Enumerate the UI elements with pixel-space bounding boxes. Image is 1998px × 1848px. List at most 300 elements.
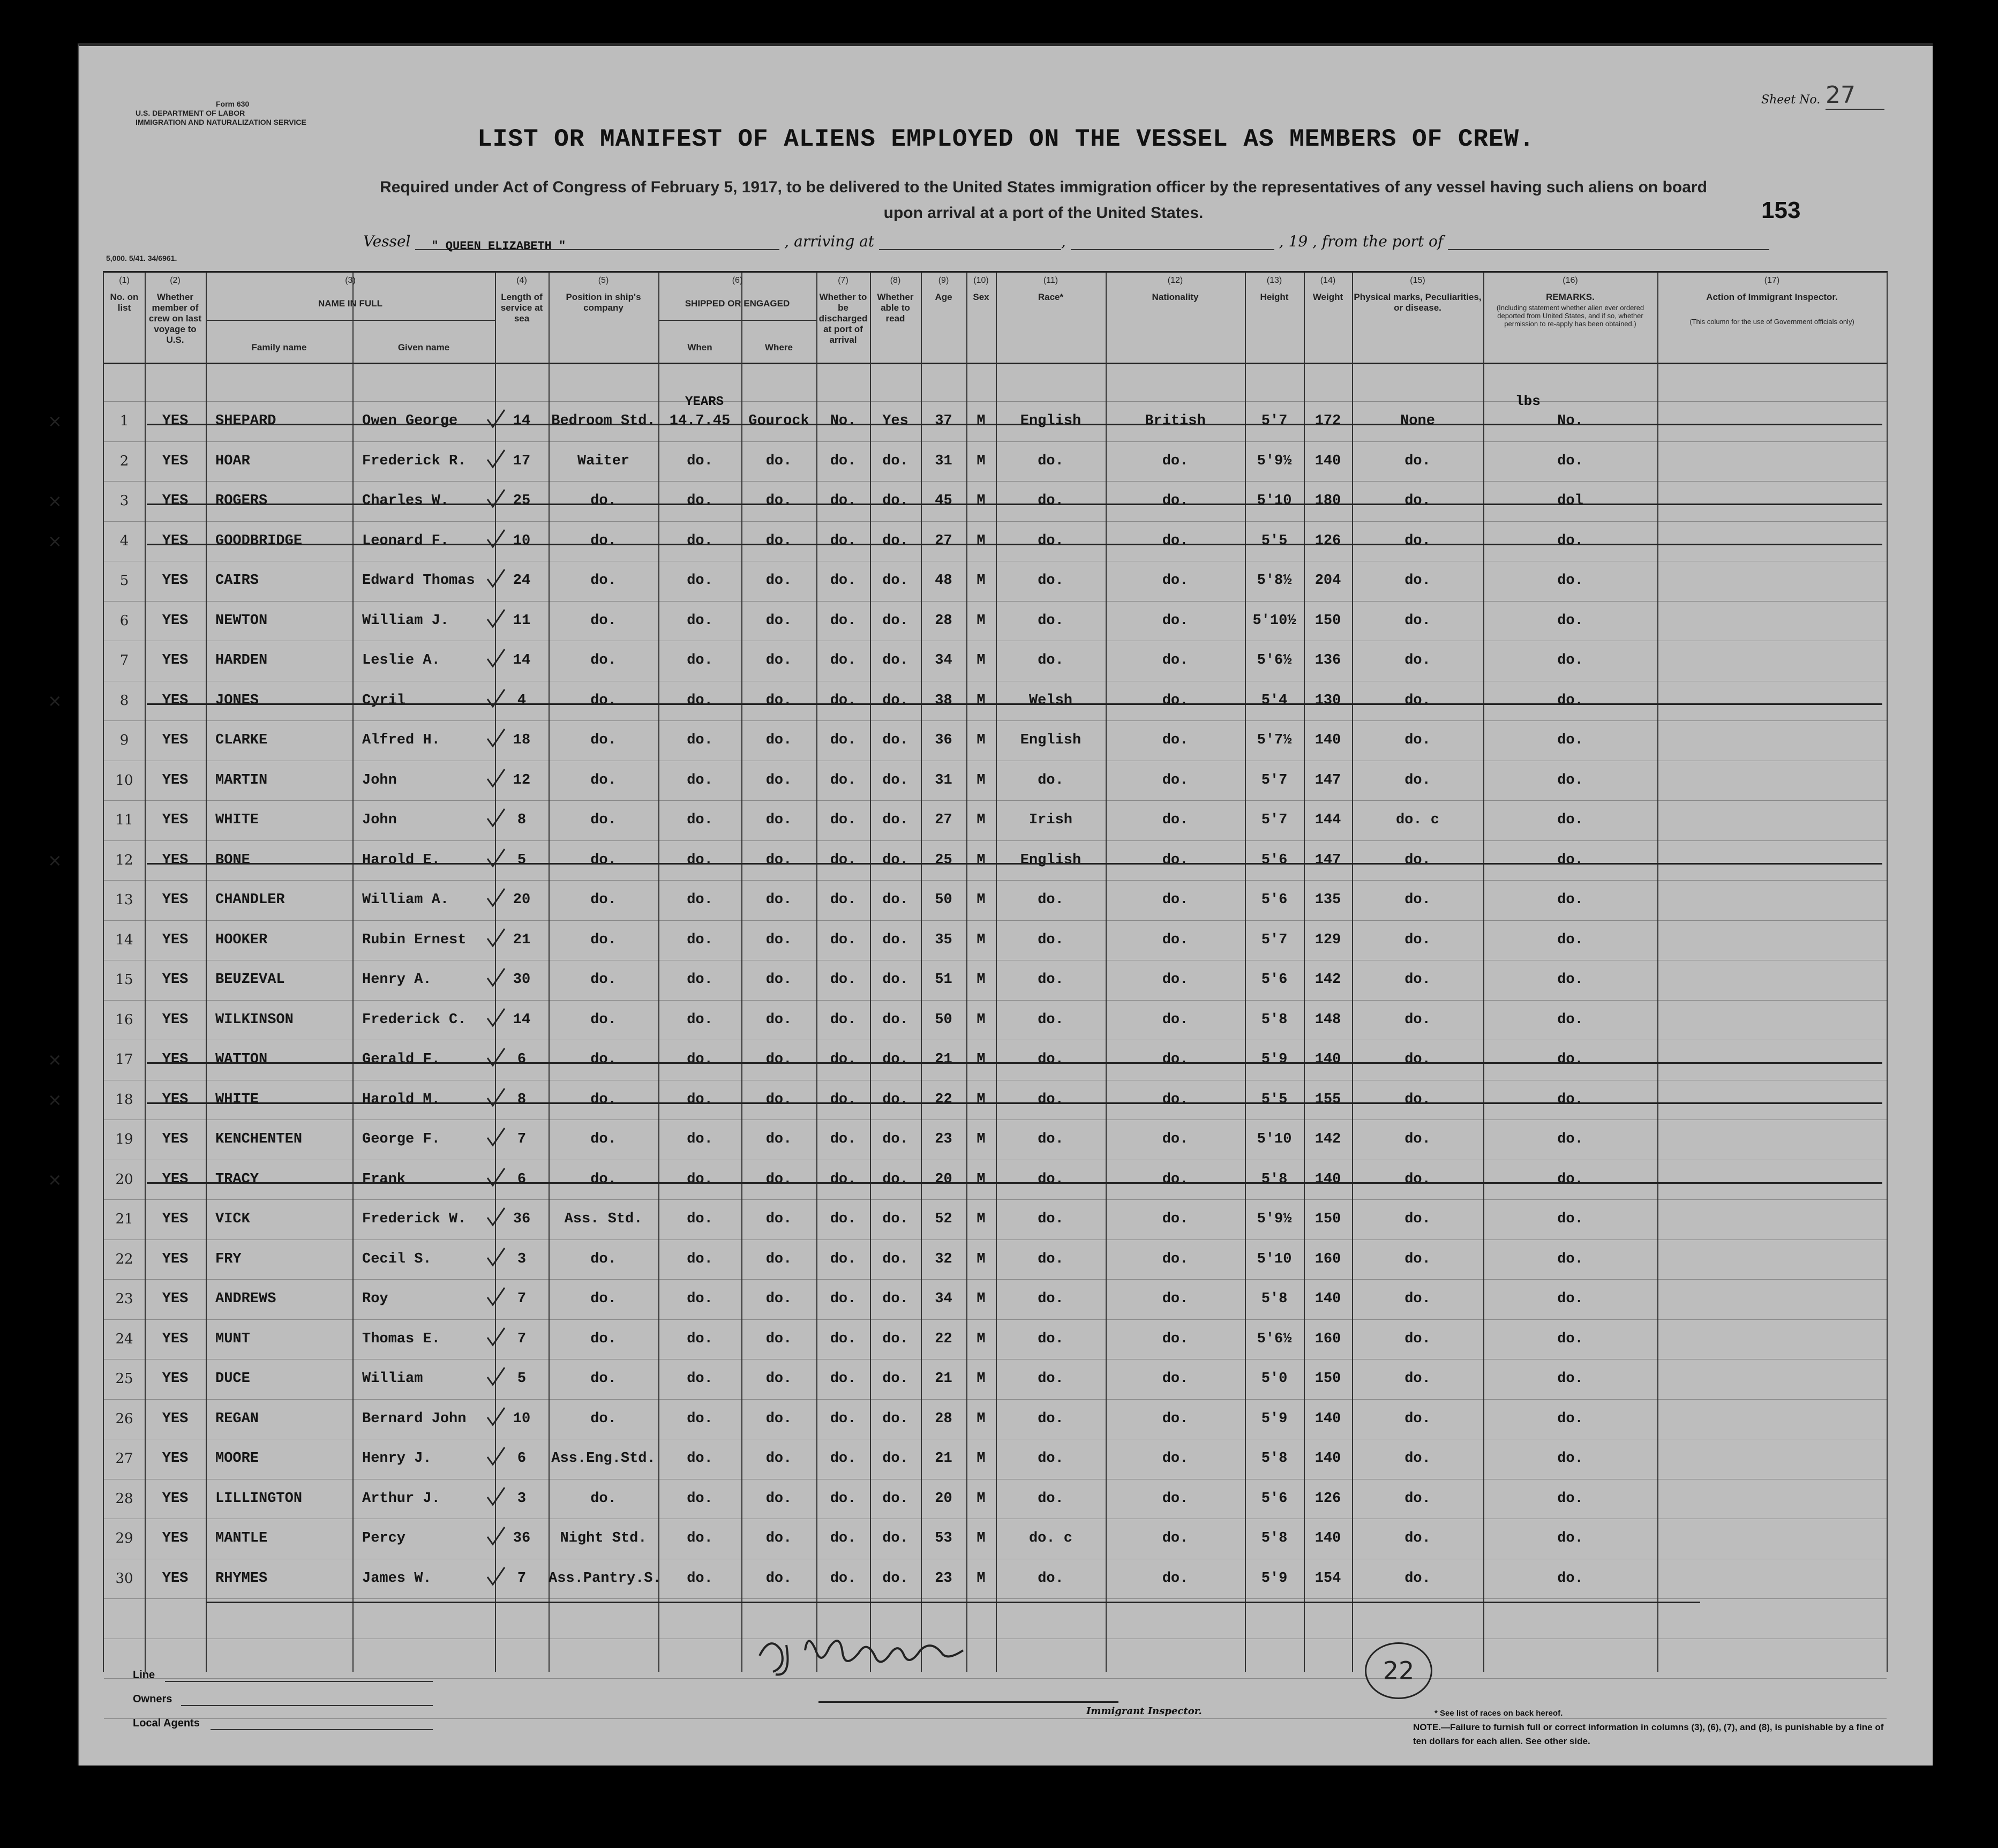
cell-age: 52 bbox=[935, 1211, 952, 1227]
cell-age: 27 bbox=[935, 532, 952, 549]
cell-discharge: do. bbox=[830, 1091, 857, 1108]
cell-height: 5'7 bbox=[1261, 413, 1288, 429]
cell-service: 8 bbox=[517, 812, 527, 828]
column-subnote: (This column for the use of Government officials only) bbox=[1689, 318, 1854, 326]
cell-age: 22 bbox=[935, 1091, 952, 1108]
table-row bbox=[104, 800, 1887, 840]
cell-voyage: YES bbox=[162, 1490, 189, 1507]
cell-position: do. bbox=[590, 493, 617, 509]
cell-age: 25 bbox=[935, 852, 952, 868]
cell-voyage: YES bbox=[162, 1530, 189, 1546]
cell-weight: 147 bbox=[1315, 772, 1341, 788]
cell-where: do. bbox=[765, 1091, 792, 1108]
cell-family: SHEPARD bbox=[215, 413, 276, 429]
cell-position: Ass.Pantry.S. bbox=[549, 1570, 662, 1587]
from-port-label: , from the port of bbox=[1312, 232, 1444, 250]
cell-voyage: YES bbox=[162, 1251, 189, 1267]
cell-family: WHITE bbox=[215, 1091, 259, 1108]
cell-height: 5'10½ bbox=[1252, 612, 1296, 629]
cell-age: 37 bbox=[935, 413, 952, 429]
from-port-field bbox=[1448, 235, 1769, 250]
cell-sex: M bbox=[977, 1371, 986, 1387]
cell-family: CLARKE bbox=[215, 732, 268, 748]
cell-height: 5'5 bbox=[1261, 532, 1288, 549]
cell-nationality: do. bbox=[1162, 972, 1189, 988]
cell-age: 21 bbox=[935, 1451, 952, 1467]
table-row bbox=[104, 960, 1887, 1000]
cell-discharge: do. bbox=[830, 493, 857, 509]
inspector-label: Immigrant Inspector. bbox=[1086, 1706, 1202, 1717]
cell-nationality: do. bbox=[1162, 931, 1189, 948]
years-unit: YEARS bbox=[685, 395, 724, 409]
cell-family: ROGERS bbox=[215, 493, 268, 509]
cell-weight: 172 bbox=[1315, 413, 1341, 429]
column-number: (8) bbox=[890, 276, 901, 285]
cell-nationality: do. bbox=[1162, 1331, 1189, 1347]
cell-discharge: do. bbox=[830, 692, 857, 709]
check-mark bbox=[485, 1406, 507, 1427]
cell-race: do. bbox=[1038, 1331, 1064, 1347]
cell-given: Percy bbox=[362, 1530, 406, 1546]
check-mark bbox=[485, 607, 507, 629]
cell-given: Leonard F. bbox=[362, 532, 449, 549]
cell-position: do. bbox=[590, 1251, 617, 1267]
cell-race: do. bbox=[1038, 1490, 1064, 1507]
cell-family: REGAN bbox=[215, 1410, 259, 1427]
cell-where: do. bbox=[765, 852, 792, 868]
cell-family: HOOKER bbox=[215, 931, 268, 948]
cell-marks: do. bbox=[1404, 732, 1431, 748]
table-row bbox=[48, 1080, 1887, 1120]
strike-through-line bbox=[147, 424, 1882, 425]
cell-age: 36 bbox=[935, 732, 952, 748]
cell-family: CAIRS bbox=[215, 573, 259, 589]
cell-marks: do. bbox=[1404, 1131, 1431, 1147]
cell-when: do. bbox=[687, 1051, 713, 1068]
cell-read: do. bbox=[882, 652, 908, 668]
cell-read: do. bbox=[882, 1371, 908, 1387]
cell-discharge: do. bbox=[830, 1291, 857, 1307]
cell-read: do. bbox=[882, 1051, 908, 1068]
cell-given: Charles W. bbox=[362, 493, 449, 509]
ruled-line bbox=[104, 1678, 1887, 1679]
row-number: 19 bbox=[115, 1131, 133, 1147]
cell-marks: do. bbox=[1404, 1211, 1431, 1227]
cell-age: 45 bbox=[935, 493, 952, 509]
cross-mark: × bbox=[48, 1089, 62, 1110]
cell-service: 14 bbox=[513, 652, 531, 668]
cell-height: 5'10 bbox=[1257, 1131, 1292, 1147]
cell-given: Cecil S. bbox=[362, 1251, 432, 1267]
cell-marks: do. bbox=[1404, 493, 1431, 509]
cell-weight: 140 bbox=[1315, 1410, 1341, 1427]
cell-age: 32 bbox=[935, 1251, 952, 1267]
cell-age: 20 bbox=[935, 1171, 952, 1188]
cell-sex: M bbox=[977, 573, 986, 589]
local-agents-label: Local Agents bbox=[133, 1717, 200, 1729]
cell-marks: do. bbox=[1404, 453, 1431, 469]
cell-service: 6 bbox=[517, 1451, 527, 1467]
cell-remarks: do. bbox=[1557, 1251, 1583, 1267]
cell-age: 50 bbox=[935, 892, 952, 908]
cell-when: do. bbox=[687, 652, 713, 668]
arrival-date-field bbox=[1071, 235, 1274, 250]
cell-service: 5 bbox=[517, 1371, 527, 1387]
cell-race: do. bbox=[1038, 493, 1064, 509]
cell-given: Harold E. bbox=[362, 852, 440, 868]
page-number: 153 bbox=[1761, 197, 1801, 223]
cell-position: do. bbox=[590, 1171, 617, 1188]
form-subtitle bbox=[320, 175, 1767, 226]
cell-service: 36 bbox=[513, 1211, 531, 1227]
cell-remarks: do. bbox=[1557, 652, 1583, 668]
end-of-list-line bbox=[206, 1602, 1700, 1603]
cell-read: do. bbox=[882, 812, 908, 828]
column-header: Nationality bbox=[1152, 292, 1199, 302]
table-row bbox=[104, 1319, 1887, 1359]
cell-where: do. bbox=[765, 1570, 792, 1587]
cell-where: do. bbox=[765, 892, 792, 908]
cell-sex: M bbox=[977, 493, 986, 509]
cell-when: do. bbox=[687, 852, 713, 868]
table-row bbox=[48, 1040, 1887, 1079]
row-number: 30 bbox=[115, 1570, 133, 1587]
cell-sex: M bbox=[977, 652, 986, 668]
cell-marks: do. bbox=[1404, 692, 1431, 709]
row-number: 13 bbox=[115, 892, 133, 908]
cell-when: do. bbox=[687, 453, 713, 469]
cell-family: BONE bbox=[215, 852, 250, 868]
cross-mark: × bbox=[48, 491, 62, 511]
cell-marks: do. bbox=[1404, 931, 1431, 948]
vessel-label: Vessel bbox=[363, 232, 411, 250]
column-header: Physical marks, Peculiarities, or disease. bbox=[1354, 292, 1482, 313]
cell-when: do. bbox=[687, 493, 713, 509]
cell-discharge: do. bbox=[830, 612, 857, 629]
cell-height: 5'8 bbox=[1261, 1011, 1288, 1028]
cross-mark: × bbox=[48, 411, 62, 431]
cell-service: 14 bbox=[513, 413, 531, 429]
cell-sex: M bbox=[977, 1051, 986, 1068]
column-header: Whether to be discharged at port of arrival bbox=[818, 292, 868, 345]
cell-weight: 142 bbox=[1315, 1131, 1341, 1147]
cell-weight: 140 bbox=[1315, 1451, 1341, 1467]
cell-height: 5'7 bbox=[1261, 931, 1288, 948]
cell-weight: 160 bbox=[1315, 1331, 1341, 1347]
row-number: 26 bbox=[115, 1410, 133, 1427]
form-number: Form 630 bbox=[216, 100, 250, 108]
cell-nationality: do. bbox=[1162, 1291, 1189, 1307]
cell-discharge: do. bbox=[830, 732, 857, 748]
cell-service: 3 bbox=[517, 1251, 527, 1267]
vessel-line: Vessel " QUEEN ELIZABETH " , arriving at , , 19 , from the port of bbox=[363, 232, 1769, 250]
column-number: (15) bbox=[1410, 276, 1425, 285]
cell-given: Frederick W. bbox=[362, 1211, 467, 1227]
cell-voyage: YES bbox=[162, 1371, 189, 1387]
cell-height: 5'7½ bbox=[1257, 732, 1292, 748]
cell-nationality: do. bbox=[1162, 453, 1189, 469]
cell-family: LILLINGTON bbox=[215, 1490, 303, 1507]
cell-read: do. bbox=[882, 972, 908, 988]
cell-where: do. bbox=[765, 453, 792, 469]
cell-marks: do. bbox=[1404, 772, 1431, 788]
row-number: 10 bbox=[115, 772, 133, 788]
cell-race: do. bbox=[1038, 1371, 1064, 1387]
crew-manifest-table bbox=[48, 271, 1888, 1672]
cell-position: Ass.Eng.Std. bbox=[551, 1451, 656, 1467]
cell-read: do. bbox=[882, 1211, 908, 1227]
cell-when: do. bbox=[687, 1251, 713, 1267]
cell-read: do. bbox=[882, 453, 908, 469]
cell-read: do. bbox=[882, 1171, 908, 1188]
check-mark bbox=[485, 408, 507, 429]
column-header: No. on list bbox=[110, 292, 139, 313]
cell-where: do. bbox=[765, 612, 792, 629]
cell-race: do. bbox=[1038, 1451, 1064, 1467]
cell-nationality: do. bbox=[1162, 532, 1189, 549]
cell-when: do. bbox=[687, 532, 713, 549]
check-mark bbox=[485, 966, 507, 988]
cell-marks: do. bbox=[1404, 573, 1431, 589]
row-number: 22 bbox=[115, 1251, 133, 1267]
cell-given: Frank bbox=[362, 1171, 406, 1188]
cell-nationality: do. bbox=[1162, 732, 1189, 748]
cell-discharge: do. bbox=[830, 1530, 857, 1546]
row-number: 16 bbox=[115, 1011, 133, 1028]
cell-height: 5'8 bbox=[1261, 1291, 1288, 1307]
table-row bbox=[104, 601, 1887, 641]
cell-age: 21 bbox=[935, 1371, 952, 1387]
cross-mark: × bbox=[48, 690, 62, 711]
cell-given: Frederick R. bbox=[362, 453, 467, 469]
cell-where: do. bbox=[765, 532, 792, 549]
cell-height: 5'5 bbox=[1261, 1091, 1288, 1108]
arrival-port-field bbox=[879, 235, 1061, 250]
column-number: (1) bbox=[119, 276, 130, 285]
cell-where: do. bbox=[765, 1011, 792, 1028]
cell-where: do. bbox=[765, 1451, 792, 1467]
cell-sex: M bbox=[977, 852, 986, 868]
cell-height: 5'9 bbox=[1261, 1570, 1288, 1587]
table-row bbox=[104, 641, 1887, 680]
cell-read: do. bbox=[882, 1570, 908, 1587]
check-mark bbox=[485, 1525, 507, 1546]
cell-nationality: do. bbox=[1162, 772, 1189, 788]
cell-read: do. bbox=[882, 1410, 908, 1427]
cell-given: Gerald F. bbox=[362, 1051, 440, 1068]
cell-sex: M bbox=[977, 453, 986, 469]
cell-position: Bedroom Std. bbox=[551, 413, 656, 429]
line-label: Line bbox=[133, 1669, 155, 1681]
cell-family: MANTLE bbox=[215, 1530, 268, 1546]
cell-voyage: YES bbox=[162, 1570, 189, 1587]
table-row bbox=[48, 521, 1887, 561]
cell-height: 5'0 bbox=[1261, 1371, 1288, 1387]
row-number: 15 bbox=[115, 972, 133, 988]
cell-voyage: YES bbox=[162, 692, 189, 709]
cell-position: do. bbox=[590, 1371, 617, 1387]
cell-family: ANDREWS bbox=[215, 1291, 276, 1307]
cell-nationality: do. bbox=[1162, 692, 1189, 709]
row-number: 4 bbox=[119, 532, 129, 549]
cell-discharge: do. bbox=[830, 1011, 857, 1028]
cell-sex: M bbox=[977, 1091, 986, 1108]
manifest-sheet bbox=[48, 43, 1933, 1766]
cell-nationality: do. bbox=[1162, 1530, 1189, 1546]
column-number: (11) bbox=[1043, 276, 1058, 285]
cell-given: Thomas E. bbox=[362, 1331, 440, 1347]
cell-nationality: do. bbox=[1162, 1091, 1189, 1108]
cell-height: 5'6 bbox=[1261, 1490, 1288, 1507]
cell-weight: 130 bbox=[1315, 692, 1341, 709]
cell-when: do. bbox=[687, 1291, 713, 1307]
cell-given: Owen George bbox=[362, 413, 458, 429]
cell-race: do. bbox=[1038, 931, 1064, 948]
strike-through-line bbox=[147, 703, 1882, 705]
table-row bbox=[104, 1399, 1887, 1439]
cell-given: James W. bbox=[362, 1570, 432, 1587]
cell-nationality: do. bbox=[1162, 1251, 1189, 1267]
cell-race: Welsh bbox=[1028, 692, 1072, 709]
cell-remarks: do. bbox=[1557, 1331, 1583, 1347]
owners-label: Owners bbox=[133, 1693, 172, 1705]
vessel-name-field bbox=[415, 235, 779, 253]
cell-where: do. bbox=[765, 1410, 792, 1427]
penalty-note: NOTE.—Failure to furnish full or correct information in columns (3), (6), (7), and (8), is punishable by a fine of ten dollars for each alien. See other side. bbox=[1413, 1722, 1884, 1746]
cell-family: MARTIN bbox=[215, 772, 268, 788]
cell-family: JONES bbox=[215, 692, 259, 709]
inspector-signature bbox=[754, 1624, 979, 1682]
cell-when: do. bbox=[687, 772, 713, 788]
cell-given: Henry A. bbox=[362, 972, 432, 988]
column-subheader: Given name bbox=[397, 342, 450, 352]
cell-position: do. bbox=[590, 1051, 617, 1068]
cell-voyage: YES bbox=[162, 852, 189, 868]
column-number: (4) bbox=[516, 276, 527, 285]
cell-read: do. bbox=[882, 1091, 908, 1108]
cell-remarks: do. bbox=[1557, 1570, 1583, 1587]
cell-given: Alfred H. bbox=[362, 732, 440, 748]
cell-sex: M bbox=[977, 931, 986, 948]
cell-remarks: do. bbox=[1557, 1410, 1583, 1427]
print-code: 5,000. 5/41. 34/6961. bbox=[106, 254, 177, 262]
cell-height: 5'6 bbox=[1261, 972, 1288, 988]
cell-marks: do. bbox=[1404, 1291, 1431, 1307]
cell-remarks: do. bbox=[1557, 1171, 1583, 1188]
cell-height: 5'9 bbox=[1261, 1051, 1288, 1068]
cell-voyage: YES bbox=[162, 453, 189, 469]
strike-through-line bbox=[147, 544, 1882, 545]
table-row bbox=[48, 840, 1887, 880]
arriving-label: , arriving at bbox=[784, 232, 875, 250]
cell-service: 5 bbox=[517, 852, 527, 868]
cell-position: do. bbox=[590, 1490, 617, 1507]
cell-when: do. bbox=[687, 1371, 713, 1387]
cell-service: 14 bbox=[513, 1011, 531, 1028]
row-number: 12 bbox=[115, 852, 133, 868]
cell-weight: 140 bbox=[1315, 1291, 1341, 1307]
cross-mark: × bbox=[48, 1169, 62, 1190]
cell-height: 5'9½ bbox=[1257, 1211, 1292, 1227]
lbs-unit: lbs bbox=[1515, 393, 1541, 409]
circled-number-stamp bbox=[1365, 1642, 1432, 1699]
cell-where: do. bbox=[765, 1490, 792, 1507]
cell-nationality: do. bbox=[1162, 573, 1189, 589]
cell-service: 20 bbox=[513, 892, 531, 908]
cell-family: DUCE bbox=[215, 1371, 250, 1387]
cell-discharge: do. bbox=[830, 652, 857, 668]
column-header: Length of service at sea bbox=[500, 292, 543, 324]
cell-remarks: do. bbox=[1557, 1371, 1583, 1387]
cell-position: do. bbox=[590, 732, 617, 748]
cell-where: do. bbox=[765, 1131, 792, 1147]
cell-family: FRY bbox=[215, 1251, 242, 1267]
cell-race: do. bbox=[1038, 1410, 1064, 1427]
cell-nationality: do. bbox=[1162, 1171, 1189, 1188]
column-subheader: Where bbox=[765, 342, 793, 352]
cell-where: do. bbox=[765, 972, 792, 988]
cell-position: do. bbox=[590, 1091, 617, 1108]
column-number: (12) bbox=[1167, 276, 1183, 285]
cell-sex: M bbox=[977, 1011, 986, 1028]
cell-service: 8 bbox=[517, 1091, 527, 1108]
races-note: * See list of races on back hereof. bbox=[1434, 1709, 1563, 1718]
cell-race: do. bbox=[1038, 1131, 1064, 1147]
cell-sex: M bbox=[977, 1570, 986, 1587]
cell-where: do. bbox=[765, 772, 792, 788]
cell-family: NEWTON bbox=[215, 612, 268, 629]
cell-discharge: do. bbox=[830, 892, 857, 908]
strike-through-line bbox=[147, 1182, 1882, 1184]
table-row bbox=[104, 1000, 1887, 1040]
cell-discharge: do. bbox=[830, 573, 857, 589]
cell-marks: do. bbox=[1404, 892, 1431, 908]
check-mark bbox=[485, 887, 507, 908]
cell-age: 21 bbox=[935, 1051, 952, 1068]
cell-age: 28 bbox=[935, 612, 952, 629]
cell-weight: 150 bbox=[1315, 612, 1341, 629]
cell-height: 5'8 bbox=[1261, 1530, 1288, 1546]
cell-age: 51 bbox=[935, 972, 952, 988]
row-number: 24 bbox=[115, 1331, 133, 1347]
subtitle-line-1: Required under Act of Congress of February 5, 1917, to be delivered to the United States immigration officer by the representatives of any vessel having such aliens on board bbox=[380, 178, 1707, 196]
cell-voyage: YES bbox=[162, 1011, 189, 1028]
cell-remarks: do. bbox=[1557, 1490, 1583, 1507]
cell-given: Arthur J. bbox=[362, 1490, 440, 1507]
cell-service: 24 bbox=[513, 573, 531, 589]
check-mark bbox=[485, 1086, 507, 1108]
cell-marks: do. bbox=[1404, 1171, 1431, 1188]
cell-sex: M bbox=[977, 1490, 986, 1507]
cell-where: do. bbox=[765, 931, 792, 948]
cell-age: 23 bbox=[935, 1570, 952, 1587]
cell-race: do. bbox=[1038, 972, 1064, 988]
cell-nationality: do. bbox=[1162, 493, 1189, 509]
column-subheader: When bbox=[687, 342, 712, 352]
cell-marks: do. bbox=[1404, 852, 1431, 868]
cell-when: do. bbox=[687, 1171, 713, 1188]
check-mark bbox=[485, 1326, 507, 1347]
row-number: 14 bbox=[115, 931, 133, 948]
table-row bbox=[104, 1359, 1887, 1399]
cell-weight: 150 bbox=[1315, 1371, 1341, 1387]
table-row bbox=[104, 920, 1887, 960]
cell-discharge: No. bbox=[830, 413, 857, 429]
cell-remarks: do. bbox=[1557, 812, 1583, 828]
cell-where: do. bbox=[765, 652, 792, 668]
cell-when: do. bbox=[687, 732, 713, 748]
cell-where: do. bbox=[765, 573, 792, 589]
